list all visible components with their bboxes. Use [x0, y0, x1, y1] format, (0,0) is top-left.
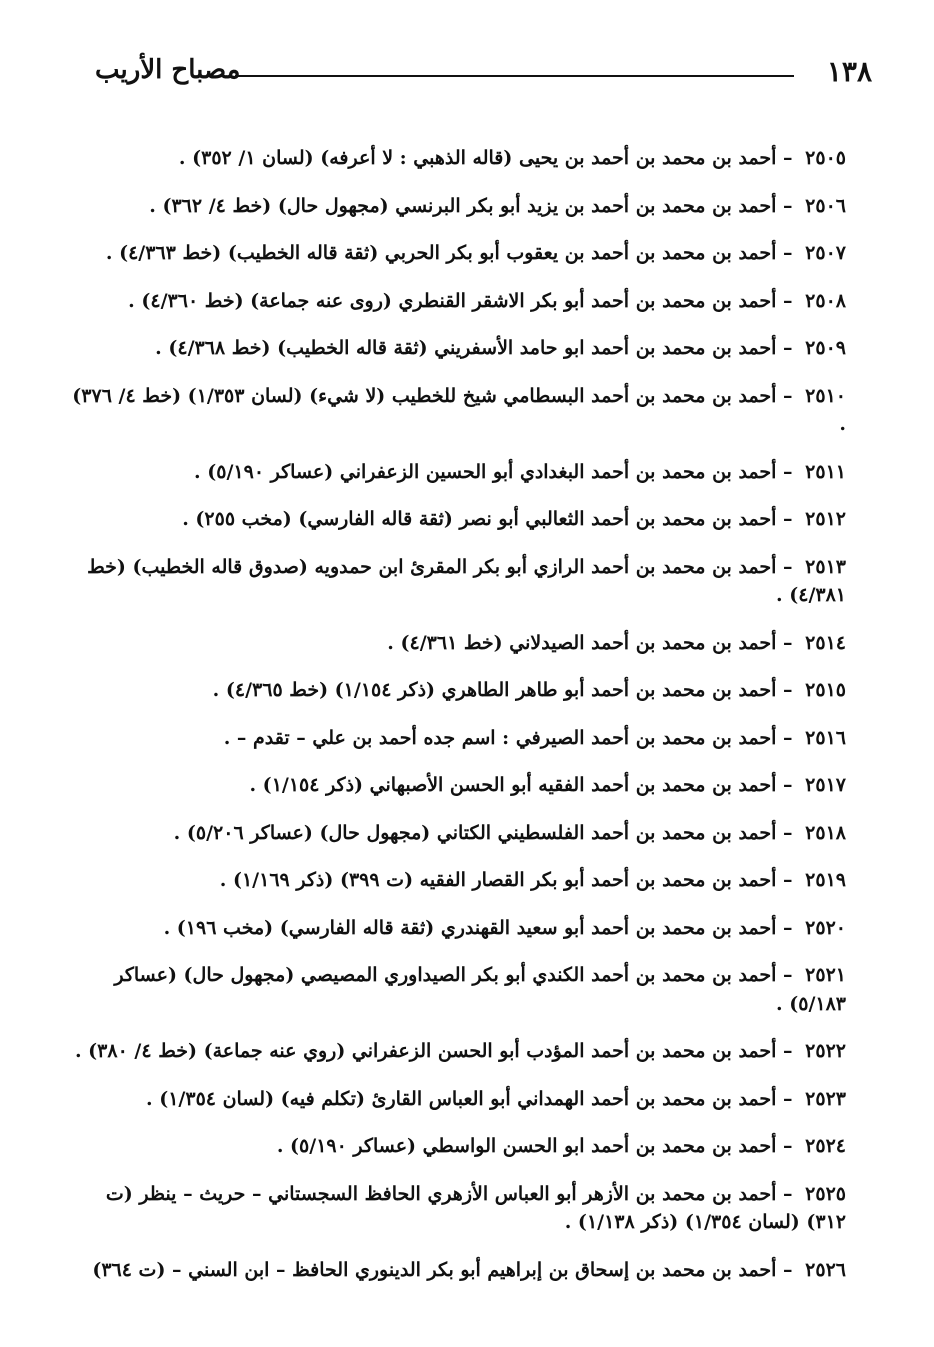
- entry-text: أحمد بن محمد بن أحمد البسطامي شيخ للخطيب (لا شيء) (لسان ١/٣٥٣) (خط ٤/ ٣٧٦) .: [72, 384, 846, 435]
- entry-dash: –: [776, 679, 800, 701]
- entry-٢٥١٣: [70, 553, 846, 610]
- entry-text: أحمد بن محمد بن أحمد ابو الحسن الواسطي (عساكر ٥/١٩٠) .: [276, 1135, 777, 1157]
- entry-number: ٢٥٠٨: [805, 289, 846, 312]
- entry-number: ٢٥٠٧: [805, 242, 846, 264]
- entry-text: أحمد بن محمد بن أحمد الرازي أبو بكر المقرئ ابن حمدويه (صدوق قاله الخطيب) (خط ٤/٣٨١) .: [87, 555, 846, 606]
- entry-number: ٢٥١٩: [805, 869, 846, 891]
- entry-dash: –: [776, 289, 800, 312]
- entry-number: ٢٥٢٣: [805, 1087, 846, 1110]
- header-rule: [235, 75, 794, 77]
- entry-number: ٢٥٢٤: [805, 1135, 846, 1157]
- entry-٢٥٠٨: [70, 287, 846, 316]
- entry-number: ٢٥١٣: [805, 555, 846, 578]
- entry-dash: –: [776, 1182, 800, 1205]
- entry-٢٥٢٢: [70, 1037, 846, 1066]
- entry-text: أحمد بن محمد بن أحمد الصيرفي : اسم جده أحمد بن علي – تقدم – .: [223, 726, 777, 749]
- entry-dash: –: [776, 726, 800, 749]
- entry-dash: –: [776, 774, 800, 796]
- entry-text: أحمد بن محمد بن إسحاق بن إبراهيم أبو بكر الدينوري الحافظ – ابن السني – (ت ٣٦٤): [92, 1258, 777, 1281]
- entry-text: أحمد بن محمد بن أحمد أبو طاهر الطاهري (ذكر ١/١٥٤) (خط ٤/٣٦٥) .: [212, 679, 777, 701]
- entry-٢٥١٤: [70, 629, 846, 658]
- entry-text: أحمد بن محمد بن أحمد الفلسطيني الكتاني (مجهول حال) (عساكر ٥/٢٠٦) .: [173, 821, 777, 844]
- entry-٢٥١٨: [70, 819, 846, 848]
- entry-number: ٢٥٢٦: [805, 1258, 846, 1281]
- entry-list: [70, 125, 846, 1298]
- entry-dash: –: [776, 508, 800, 530]
- entry-text: أحمد بن محمد بن أحمد الكندي أبو بكر الصيداوري المصيصي (مجهول حال) (عساكر ٥/١٨٣) .: [114, 964, 846, 1015]
- entry-٢٥٢٣: [70, 1085, 846, 1114]
- entry-dash: –: [776, 821, 800, 844]
- entry-text: أحمد بن محمد بن أحمد الثعالبي أبو نصر (ثقة قاله الفارسي) (مخب ٢٥٥) .: [182, 508, 777, 530]
- entry-dash: –: [776, 869, 800, 891]
- entry-٢٥٠٧: [70, 239, 846, 268]
- entry-dash: –: [776, 337, 800, 359]
- book-title: مصباح الأريب: [95, 55, 241, 85]
- entry-number: ٢٥١٨: [805, 821, 846, 844]
- entry-text: أحمد بن محمد بن أحمد البغدادي أبو الحسين الزعفراني (عساكر ٥/١٩٠) .: [194, 460, 777, 483]
- entry-number: ٢٥٢٢: [805, 1040, 846, 1062]
- entry-dash: –: [776, 1040, 800, 1062]
- entry-٢٥٢٥: [70, 1180, 846, 1237]
- entry-text: أحمد بن محمد بن الأزهر أبو العباس الأزهري الحافظ السجستاني – حريث – ينظر (ت ٣١٢) (لسان ١/٣٥٤) (ذكر ١/١٣٨) .: [105, 1182, 846, 1233]
- entry-٢٥٠٦: [70, 192, 846, 221]
- page-number: ١٣٨: [826, 55, 872, 88]
- entry-number: ٢٥١٠: [805, 384, 846, 407]
- entry-dash: –: [776, 964, 800, 986]
- entry-text: أحمد بن محمد بن أحمد أبو سعيد القهندري (ثقة قاله الفارسي) (مخب ١٩٦) .: [163, 916, 777, 939]
- entry-٢٥٠٩: [70, 334, 846, 363]
- entry-dash: –: [776, 242, 800, 264]
- entry-number: ٢٥١٢: [805, 508, 846, 530]
- entry-٢٥١٥: [70, 676, 846, 705]
- entry-٢٥١٦: [70, 724, 846, 753]
- entry-dash: –: [776, 147, 800, 169]
- entry-number: ٢٥١٤: [805, 631, 846, 654]
- entry-٢٥١٢: [70, 505, 846, 534]
- entry-number: ٢٥٢٠: [805, 916, 846, 939]
- entry-dash: –: [776, 631, 800, 654]
- entry-number: ٢٥٠٩: [805, 337, 846, 359]
- entry-text: أحمد بن محمد بن أحمد الفقيه أبو الحسن الأصبهاني (ذكر ١/١٥٤) .: [249, 774, 777, 796]
- entry-text: أحمد بن محمد بن أحمد الهمداني أبو العباس القارئ (تكلم فيه) (لسان ١/٣٥٤) .: [145, 1087, 777, 1110]
- entry-dash: –: [776, 460, 800, 483]
- entry-text: أحمد بن محمد بن أحمد أبو بكر الاشقر القنطري (روى عنه جماعة) (خط ٤/٣٦٠) .: [128, 289, 777, 312]
- entry-٢٥١٠: [70, 382, 846, 439]
- entry-٢٥٢٤: [70, 1132, 846, 1161]
- entry-number: ٢٥١٦: [805, 726, 846, 749]
- entry-text: أحمد بن محمد بن أحمد ابو حامد الأسفريني (ثقة قاله الخطيب) (خط ٤/٣٦٨) .: [155, 337, 777, 359]
- entry-٢٥١٧: [70, 771, 846, 800]
- entry-number: ٢٥٠٦: [805, 194, 846, 217]
- entry-٢٥٠٥: [70, 144, 846, 173]
- entry-number: ٢٥٠٥: [805, 147, 846, 169]
- entry-dash: –: [776, 1258, 800, 1281]
- entry-dash: –: [776, 1087, 800, 1110]
- entry-dash: –: [776, 555, 800, 578]
- entry-number: ٢٥٢٥: [805, 1182, 846, 1205]
- entry-text: أحمد بن محمد بن أحمد بن يحيى (قاله الذهبي : لا أعرفه) (لسان ١/ ٣٥٢) .: [178, 147, 777, 169]
- entry-text: أحمد بن محمد بن أحمد أبو بكر القصار الفقيه (ت ٣٩٩) (ذكر ١/١٦٩) .: [219, 869, 777, 891]
- entry-text: أحمد بن محمد بن أحمد بن يزيد أبو بكر البرنسي (مجهول حال) (خط ٤/ ٣٦٢) .: [149, 194, 777, 217]
- entry-number: ٢٥١١: [805, 460, 846, 483]
- entry-٢٥١١: [70, 458, 846, 487]
- entry-٢٥١٩: [70, 866, 846, 895]
- entry-٢٥٢١: [70, 961, 846, 1018]
- entry-dash: –: [776, 384, 800, 407]
- entry-dash: –: [776, 194, 800, 217]
- entry-dash: –: [776, 916, 800, 939]
- page-header: [95, 55, 872, 95]
- entry-number: ٢٥١٧: [805, 774, 846, 796]
- entry-٢٥٢٠: [70, 914, 846, 943]
- entry-text: أحمد بن محمد بن أحمد الصيدلاني (خط ٤/٣٦١) .: [387, 631, 777, 654]
- entry-dash: –: [776, 1135, 800, 1157]
- entry-٢٥٢٦: [70, 1256, 846, 1285]
- entry-number: ٢٥٢١: [805, 964, 846, 986]
- entry-text: أحمد بن محمد بن أحمد بن يعقوب أبو بكر الحربي (ثقة قاله الخطيب) (خط ٤/٣٦٣) .: [105, 242, 777, 264]
- entry-number: ٢٥١٥: [805, 679, 846, 701]
- entry-text: أحمد بن محمد بن أحمد المؤدب أبو الحسن الزعفراني (روي عنه جماعة) (خط ٤/ ٣٨٠) .: [74, 1040, 777, 1062]
